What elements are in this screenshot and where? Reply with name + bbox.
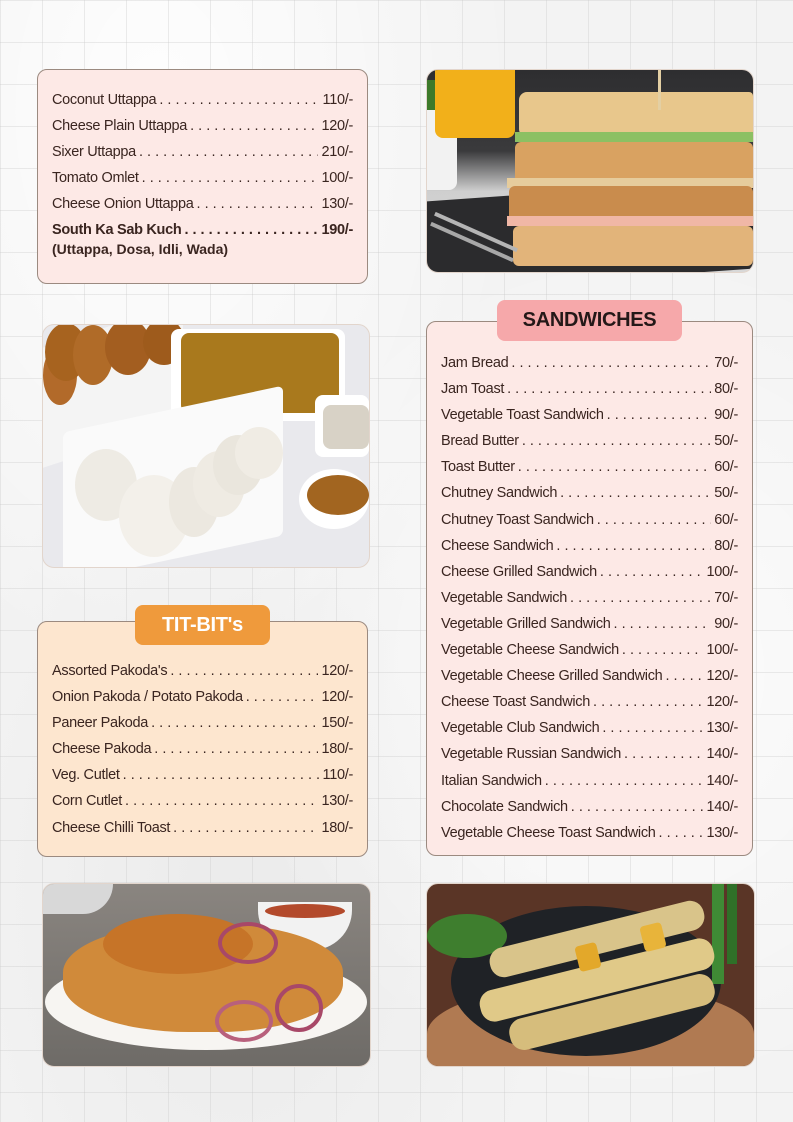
titbits-menu-panel bbox=[37, 621, 368, 857]
menu-item: Coconut Uttappa . . . 110/- bbox=[52, 87, 353, 113]
menu-item: Vegetable Grilled Sandwich . . . 90/- bbox=[441, 611, 738, 637]
menu-item: Chutney Toast Sandwich . . . 60/- bbox=[441, 507, 738, 533]
menu-item: Corn Cutlet . . . 130/- bbox=[52, 788, 353, 814]
menu-item: Cheese Sandwich . . . 80/- bbox=[441, 533, 738, 559]
sandwiches-menu-panel bbox=[426, 321, 753, 856]
menu-item: Assorted Pakoda's . . . 120/- bbox=[52, 658, 353, 684]
menu-item: Chutney Sandwich . . . 50/- bbox=[441, 480, 738, 506]
menu-item: Veg. Cutlet . . . 110/- bbox=[52, 762, 353, 788]
menu-item: Vegetable Cheese Toast Sandwich . . . 130/- bbox=[441, 820, 738, 846]
menu-item: Tomato Omlet . . . 100/- bbox=[52, 165, 353, 191]
menu-item: Vegetable Sandwich . . . 70/- bbox=[441, 585, 738, 611]
menu-item: Vegetable Cheese Grilled Sandwich . . . 120/- bbox=[441, 663, 738, 689]
combo-note: (Uttappa, Dosa, Idli, Wada) bbox=[52, 240, 229, 257]
sandwiches-section-title: SANDWICHES bbox=[497, 300, 682, 341]
menu-item: Paneer Pakoda . . . 150/- bbox=[52, 710, 353, 736]
menu-item: Cheese Toast Sandwich . . . 120/- bbox=[441, 689, 738, 715]
club-sandwich-photo bbox=[426, 69, 754, 273]
menu-item: Bread Butter . . . 50/- bbox=[441, 428, 738, 454]
menu-item: Italian Sandwich . . . 140/- bbox=[441, 768, 738, 794]
menu-item-combo: South Ka Sab Kuch . . . 190/- bbox=[52, 217, 353, 243]
menu-item: Cheese Chilli Toast . . . 180/- bbox=[52, 815, 353, 841]
onion-pakoda-photo bbox=[42, 883, 371, 1067]
paneer-tikka-skewers-photo bbox=[426, 883, 755, 1067]
menu-item: Cheese Plain Uttappa . . . 120/- bbox=[52, 113, 353, 139]
menu-item: Jam Toast . . . 80/- bbox=[441, 376, 738, 402]
menu-item: Cheese Grilled Sandwich . . . 100/- bbox=[441, 559, 738, 585]
menu-item: Vegetable Club Sandwich . . . 130/- bbox=[441, 715, 738, 741]
menu-item: Vegetable Cheese Sandwich . . . 100/- bbox=[441, 637, 738, 663]
titbits-section-title: TIT-BIT's bbox=[135, 605, 270, 645]
menu-item: Sixer Uttappa . . . 210/- bbox=[52, 139, 353, 165]
menu-item: Cheese Pakoda . . . 180/- bbox=[52, 736, 353, 762]
menu-item: Toast Butter . . . 60/- bbox=[441, 454, 738, 480]
menu-item: Vegetable Toast Sandwich . . . 90/- bbox=[441, 402, 738, 428]
menu-item: Jam Bread . . . 70/- bbox=[441, 350, 738, 376]
menu-item: Vegetable Russian Sandwich . . . 140/- bbox=[441, 741, 738, 767]
south-indian-menu-panel bbox=[37, 69, 368, 284]
menu-item: Chocolate Sandwich . . . 140/- bbox=[441, 794, 738, 820]
menu-item: Onion Pakoda / Potato Pakoda . . . 120/- bbox=[52, 684, 353, 710]
menu-item: Cheese Onion Uttappa . . . 130/- bbox=[52, 191, 353, 217]
idli-vada-sambar-photo bbox=[42, 324, 370, 568]
